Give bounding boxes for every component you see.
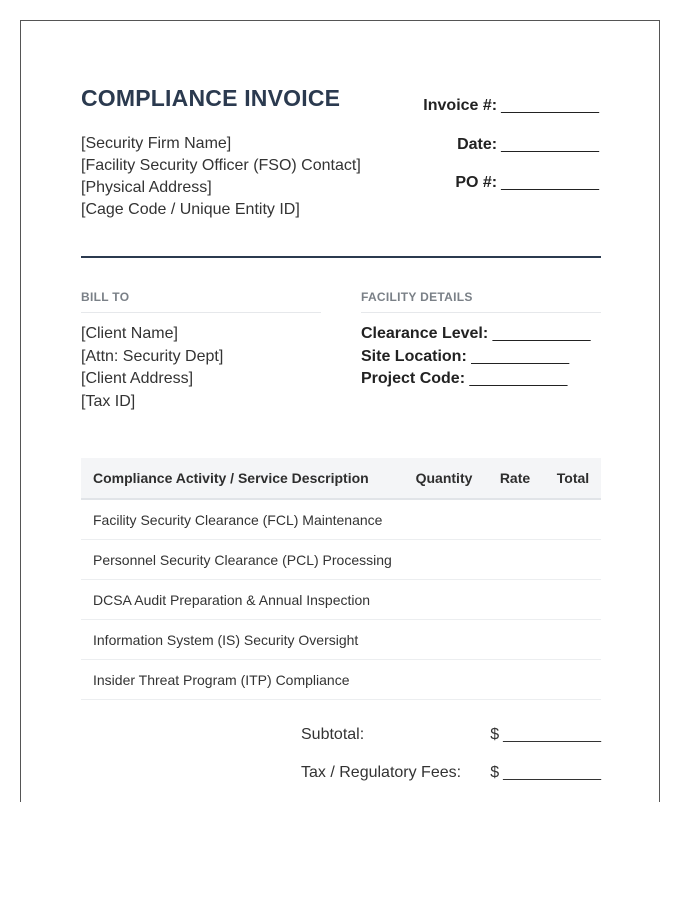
project-code-field[interactable]: ___________ [469, 370, 568, 387]
sender-cage-code: [Cage Code / Unique Entity ID] [81, 201, 300, 218]
clearance-level-row [361, 323, 591, 346]
site-location-field[interactable]: ___________ [471, 347, 570, 365]
client-attn: [Attn: Security Dept] [81, 347, 224, 365]
facility-details-heading: FACILITY DETAILS [361, 290, 601, 313]
subtotal-currency: $ [490, 726, 500, 743]
invoice-number-row [339, 97, 599, 136]
tax-fees-label: Tax / Regulatory Fees: [301, 764, 462, 781]
po-number-field[interactable]: ___________ [501, 174, 599, 191]
clearance-level-field[interactable]: ___________ [492, 325, 591, 342]
project-code-row [361, 368, 591, 391]
sender-address: [Physical Address] [81, 179, 212, 196]
po-number-label: PO #: [455, 174, 498, 191]
invoice-date-label: Date: [457, 135, 498, 153]
row-description: Facility Security Clearance (FCL) Maintenance [93, 511, 383, 528]
column-header-quantity: Quantity [415, 470, 473, 486]
subtotal-field[interactable]: ___________ [503, 726, 601, 743]
services-table [81, 458, 601, 700]
invoice-date-row [339, 136, 599, 175]
site-location-row [361, 346, 591, 369]
header-divider [81, 256, 601, 258]
sender-block [81, 133, 361, 221]
facility-details-block [361, 323, 591, 391]
column-header-rate: Rate [499, 470, 531, 486]
sender-fso-contact: [Facility Security Officer (FSO) Contact] [81, 157, 361, 174]
sender-firm-name: [Security Firm Name] [81, 135, 232, 152]
column-header-total: Total [556, 470, 590, 486]
client-name: [Client Name] [81, 325, 178, 342]
table-row [81, 540, 601, 580]
client-address: [Client Address] [81, 370, 194, 387]
client-tax-id: [Tax ID] [81, 392, 136, 410]
po-number-row [339, 174, 599, 213]
bill-to-heading: BILL TO [81, 290, 321, 313]
tax-fees-row [301, 764, 601, 802]
invoice-number-label: Invoice #: [423, 97, 498, 114]
invoice-meta [339, 97, 599, 213]
table-row [81, 660, 601, 700]
totals-block [301, 726, 601, 802]
table-row [81, 500, 601, 540]
invoice-page [20, 20, 660, 802]
project-code-label: Project Code: [361, 370, 466, 387]
table-header [81, 458, 601, 500]
table-row [81, 620, 601, 660]
site-location-label: Site Location: [361, 347, 467, 365]
row-description: Insider Threat Program (ITP) Compliance [93, 671, 350, 688]
row-description: Information System (IS) Security Oversight [93, 631, 359, 648]
row-description: Personnel Security Clearance (PCL) Processing [93, 551, 392, 568]
subtotal-row [301, 726, 601, 764]
clearance-level-label: Clearance Level: [361, 325, 489, 342]
tax-fees-field[interactable]: ___________ [503, 764, 601, 781]
column-header-description: Compliance Activity / Service Description [93, 470, 369, 486]
bill-to-block [81, 323, 223, 413]
invoice-date-field[interactable]: ___________ [501, 135, 599, 153]
invoice-number-field[interactable]: ___________ [501, 97, 599, 114]
table-row [81, 580, 601, 620]
tax-fees-currency: $ [490, 764, 500, 781]
row-description: DCSA Audit Preparation & Annual Inspection [93, 591, 371, 608]
subtotal-label: Subtotal: [301, 726, 365, 743]
invoice-title: COMPLIANCE INVOICE [81, 85, 341, 111]
